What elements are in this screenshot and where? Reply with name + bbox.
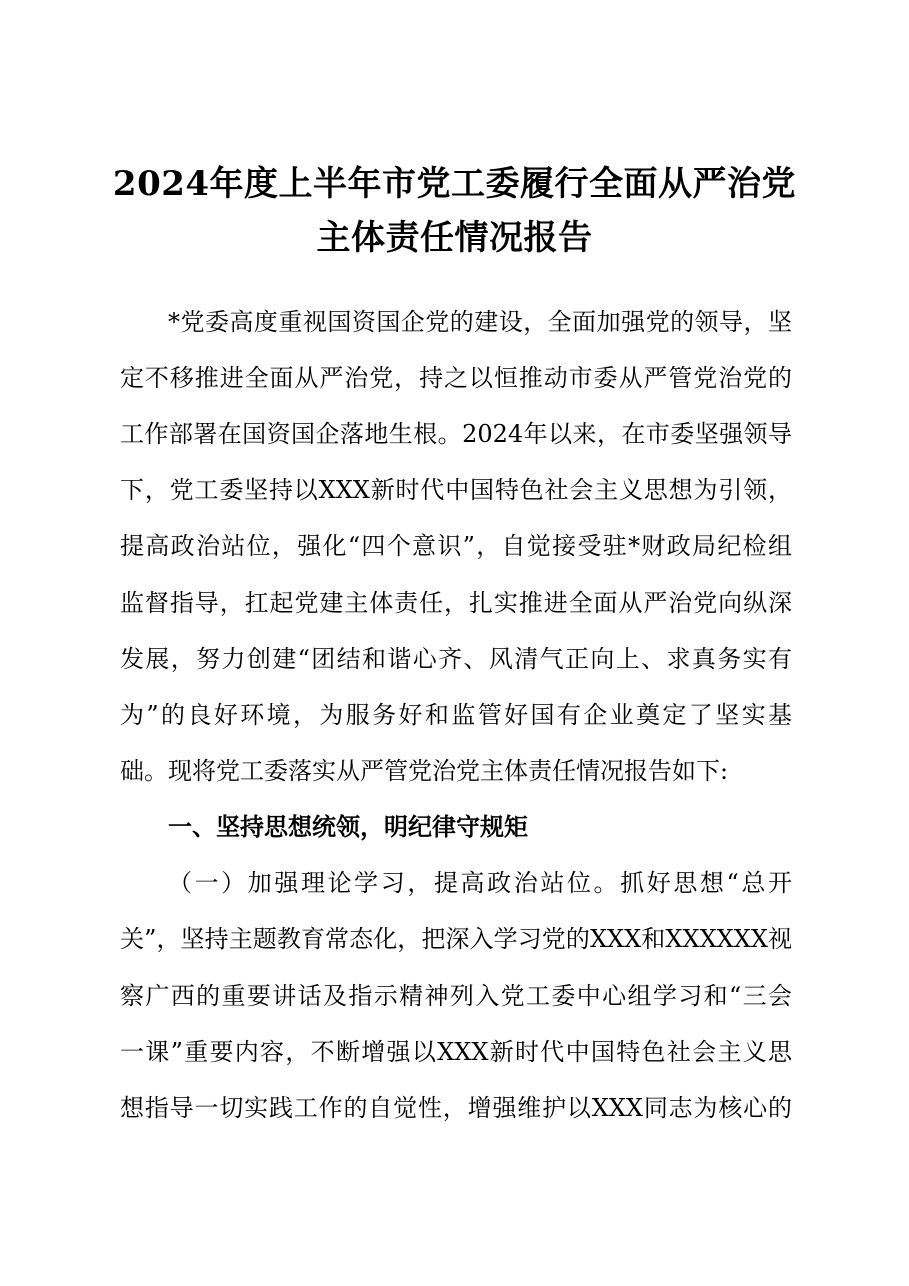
section-heading-1: 一、坚持思想统领，明纪律守规矩 [168,813,528,841]
subsection-1-line-1: （一）加强理论学习，提高政治站位。抓好思想“总开 [168,869,792,897]
document-title-line-2: 主体责任情况报告 [316,218,593,258]
intro-paragraph-line-3: 工作部署在国资国企落地生根。2024年以来，在市委坚强领导 [120,420,792,448]
document-title-line-1: 2024年度上半年市党工委履行全面从严治党 [112,164,797,204]
intro-paragraph-line-9: 础。现将党工委落实从严管党治党主体责任情况报告如下: [120,757,729,785]
intro-paragraph-line-4: 下，党工委坚持以XXX新时代中国特色社会主义思想为引领， [120,476,792,504]
intro-paragraph-line-8: 为”的良好环境，为服务好和监管好国有企业奠定了坚实基 [120,701,792,729]
subsection-1-line-5: 想指导一切实践工作的自觉性，增强维护以XXX同志为核心的 [120,1094,792,1122]
intro-paragraph-line-7: 发展，努力创建“团结和谐心齐、风清气正向上、求真务实有 [120,645,792,673]
intro-paragraph-line-5: 提高政治站位，强化“四个意识”，自觉接受驻*财政局纪检组 [120,532,792,560]
subsection-1-line-3: 察广西的重要讲话及指示精神列入党工委中心组学习和“三会 [120,982,792,1010]
intro-paragraph-line-6: 监督指导，扛起党建主体责任，扎实推进全面从严治党向纵深 [120,589,792,617]
intro-paragraph-line-2: 定不移推进全面从严治党，持之以恒推动市委从严管党治党的 [120,364,792,392]
intro-paragraph-line-1: *党委高度重视国资国企党的建设，全面加强党的领导，坚 [168,308,792,336]
subsection-1-line-2: 关”，坚持主题教育常态化，把深入学习党的XXX和XXXXXX视 [120,925,792,953]
subsection-1-line-4: 一课”重要内容，不断增强以XXX新时代中国特色社会主义思 [120,1038,792,1066]
